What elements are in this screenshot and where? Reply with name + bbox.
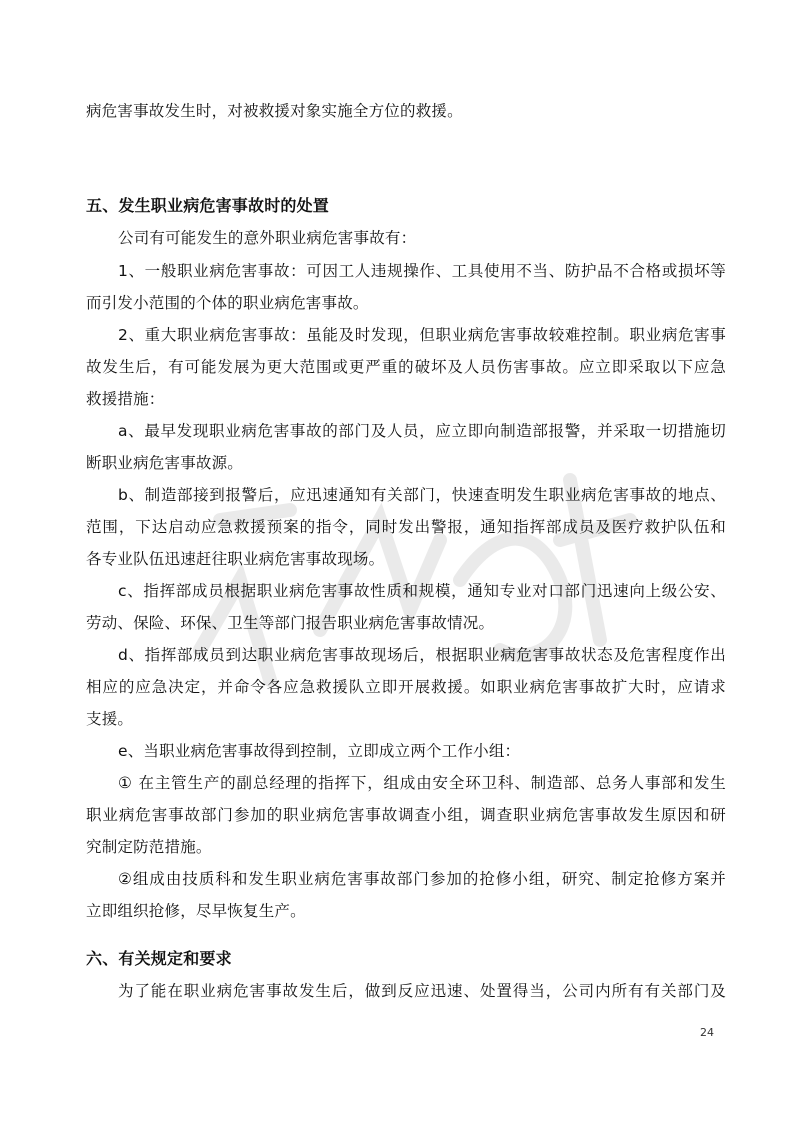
paragraph-circle-1-line-3: 究制定防范措施。 (86, 838, 212, 856)
paragraph-b-line-2: 范围，下达启动应急救援预案的指令，同时发出警报，通知指挥部成员及医疗救护队伍和 (86, 518, 726, 536)
paragraph-circle-1-line-2: 职业病危害事故部门参加的职业病危害事故调查小组，调查职业病危害事故发生原因和研 (86, 806, 726, 824)
paragraph-circle-1-line-1: ① 在主管生产的副总经理的指挥下，组成由安全环卫科、制造部、总务人事部和发生 (118, 774, 726, 792)
section-heading-5: 五、发生职业病危害事故时的处置 (86, 196, 330, 215)
paragraph-c-line-2: 劳动、保险、环保、卫生等部门报告职业病危害事故情况。 (86, 614, 495, 632)
paragraph-item-2-line-2: 故发生后，有可能发展为更大范围或更严重的破坏及人员伤害事故。应立即采取以下应急 (86, 358, 726, 376)
paragraph-d-line-3: 支援。 (86, 710, 134, 728)
paragraph-continuation-line: 病危害事故发生时，对被救援对象实施全方位的救援。 (86, 102, 463, 120)
paragraph-b-line-3: 各专业队伍迅速赶往职业病危害事故现场。 (86, 550, 385, 568)
paragraph-item-1-line-1: 1、一般职业病危害事故：可因工人违规操作、工具使用不当、防护品不合格或损坏等 (118, 262, 726, 280)
paragraph-circle-2-line-1: ②组成由技质科和发生职业病危害事故部门参加的抢修小组，研究、制定抢修方案并 (118, 870, 726, 888)
paragraph-a-line-2: 断职业病危害事故源。 (86, 454, 244, 472)
paragraph-a-line-1: a、最早发现职业病危害事故的部门及人员，应立即向制造部报警，并采取一切措施切 (118, 422, 726, 440)
section-heading-6: 六、有关规定和要求 (86, 949, 232, 968)
paragraph-item-1-line-2: 而引发小范围的个体的职业病危害事故。 (86, 294, 369, 312)
paragraph-intro-line: 公司有可能发生的意外职业病危害事故有： (118, 229, 417, 247)
paragraph-d-line-2: 相应的应急决定，并命令各应急救援队立即开展救援。如职业病危害事故扩大时，应请求 (86, 678, 726, 696)
paragraph-b-line-1: b、制造部接到报警后，应迅速通知有关部门，快速查明发生职业病危害事故的地点、 (118, 486, 726, 504)
paragraph-item-2-line-1: 2、重大职业病危害事故：虽能及时发现，但职业病危害事故较难控制。职业病危害事 (118, 326, 726, 344)
paragraph-e-line-1: e、当职业病危害事故得到控制，立即成立两个工作小组： (118, 742, 521, 760)
paragraph-item-2-line-3: 救援措施： (86, 390, 165, 408)
paragraph-requirements-line-1: 为了能在职业病危害事故发生后，做到反应迅速、处置得当，公司内所有有关部门及 (118, 982, 726, 1000)
paragraph-circle-2-line-2: 立即组织抢修，尽早恢复生产。 (86, 902, 306, 920)
page-number: 24 (700, 1026, 714, 1039)
paragraph-d-line-1: d、指挥部成员到达职业病危害事故现场后，根据职业病危害事故状态及危害程度作出 (118, 646, 726, 664)
paragraph-c-line-1: c、指挥部成员根据职业病危害事故性质和规模，通知专业对口部门迅速向上级公安、 (118, 582, 726, 600)
